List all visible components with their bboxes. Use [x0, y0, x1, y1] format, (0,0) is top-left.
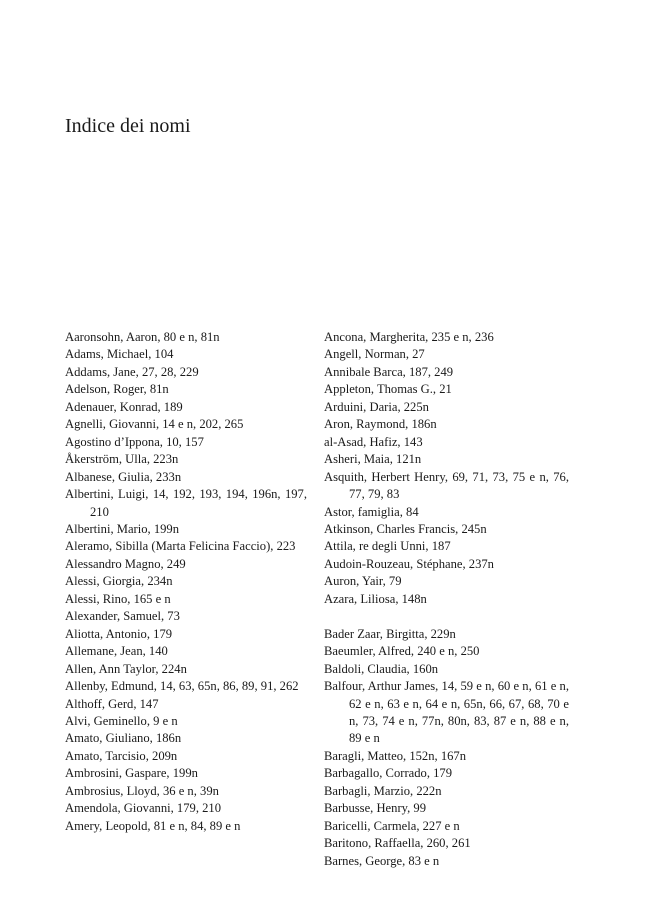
index-entry: Alessi, Giorgia, 234n	[65, 574, 173, 589]
index-entry: Atkinson, Charles Francis, 245n	[324, 521, 487, 536]
index-entry: Albertini, Luigi, 14, 192, 193, 194, 196n, 197, 210	[65, 487, 307, 519]
index-entry: Arduini, Daria, 225n	[324, 399, 429, 414]
index-entry: Balfour, Arthur James, 14, 59 e n, 60 e n, 61 e n, 62 e n, 63 e n, 64 e n, 65n, 66, 67, 68, 70 e n, 73, 74 e n, 77n, 80n, 83, 87 e n, 88 e n, 89 e n	[324, 679, 569, 746]
index-entry: Barbagallo, Corrado, 179	[324, 766, 453, 781]
index-entry: Alexander, Samuel, 73	[65, 609, 180, 624]
index-entry: Baragli, Matteo, 152n, 167n	[324, 748, 467, 763]
index-entry: Adelson, Roger, 81n	[65, 382, 169, 397]
index-column-right	[324, 329, 569, 870]
index-entry: Asheri, Maia, 121n	[324, 452, 422, 467]
index-entry: Baricelli, Carmela, 227 e n	[324, 818, 460, 833]
index-entry: Amendola, Giovanni, 179, 210	[65, 801, 222, 816]
index-entry: Amato, Tarcisio, 209n	[65, 748, 178, 763]
index-entry: Adenauer, Konrad, 189	[65, 399, 183, 414]
index-entry: Amato, Giuliano, 186n	[65, 731, 182, 746]
index-entry: Appleton, Thomas G., 21	[324, 382, 452, 397]
index-entry: Althoff, Gerd, 147	[65, 696, 159, 711]
index-entry: Allenby, Edmund, 14, 63, 65n, 86, 89, 91, 262	[65, 679, 299, 694]
index-entry: Addams, Jane, 27, 28, 229	[65, 364, 199, 379]
index-column-left	[65, 329, 307, 835]
index-entry: Åkerström, Ulla, 223n	[65, 452, 179, 467]
index-entry: Barnes, George, 83 e n	[324, 853, 440, 868]
letter-section-gap	[324, 608, 569, 625]
page-title: Indice dei nomi	[65, 115, 191, 137]
index-entry: Alessandro Magno, 249	[65, 556, 186, 571]
index-entry: Audoin-Rouzeau, Stéphane, 237n	[324, 556, 494, 571]
index-entry: Adams, Michael, 104	[65, 347, 174, 362]
index-entry: Barbusse, Henry, 99	[324, 801, 427, 816]
index-entry: Alessi, Rino, 165 e n	[65, 591, 171, 606]
index-entry: Aliotta, Antonio, 179	[65, 626, 173, 641]
index-entry: Baldoli, Claudia, 160n	[324, 661, 439, 676]
index-entry: Aron, Raymond, 186n	[324, 417, 437, 432]
index-entry: Agnelli, Giovanni, 14 e n, 202, 265	[65, 417, 244, 432]
index-entry: Allen, Ann Taylor, 224n	[65, 661, 187, 676]
index-entry: Attila, re degli Unni, 187	[324, 539, 451, 554]
index-entry: Barbagli, Marzio, 222n	[324, 783, 442, 798]
index-entry: Baritono, Raffaella, 260, 261	[324, 836, 471, 851]
index-entry: Angell, Norman, 27	[324, 347, 425, 362]
index-entry: Aaronsohn, Aaron, 80 e n, 81n	[65, 330, 220, 344]
index-entry: al-Asad, Hafiz, 143	[324, 434, 423, 449]
index-entry: Azara, Liliosa, 148n	[324, 591, 427, 606]
index-entry: Ambrosini, Gaspare, 199n	[65, 766, 198, 781]
index-entry: Albanese, Giulia, 233n	[65, 469, 182, 484]
index-entry: Agostino d’Ippona, 10, 157	[65, 434, 204, 449]
index-entry: Annibale Barca, 187, 249	[324, 364, 454, 379]
index-entry: Astor, famiglia, 84	[324, 504, 419, 519]
index-entry: Asquith, Herbert Henry, 69, 71, 73, 75 e n, 76, 77, 79, 83	[324, 469, 569, 502]
index-entry: Ancona, Margherita, 235 e n, 236	[324, 330, 494, 344]
index-entry: Amery, Leopold, 81 e n, 84, 89 e n	[65, 818, 241, 833]
index-entry: Ambrosius, Lloyd, 36 e n, 39n	[65, 783, 219, 798]
index-entry: Baeumler, Alfred, 240 e n, 250	[324, 644, 480, 659]
index-entry: Allemane, Jean, 140	[65, 644, 168, 659]
index-entry: Alvi, Geminello, 9 e n	[65, 713, 178, 728]
index-entry: Albertini, Mario, 199n	[65, 521, 180, 536]
index-entry: Bader Zaar, Birgitta, 229n	[324, 626, 456, 641]
index-entry: Aleramo, Sibilla (Marta Felicina Faccio), 223	[65, 539, 296, 554]
index-entry: Auron, Yair, 79	[324, 574, 402, 589]
